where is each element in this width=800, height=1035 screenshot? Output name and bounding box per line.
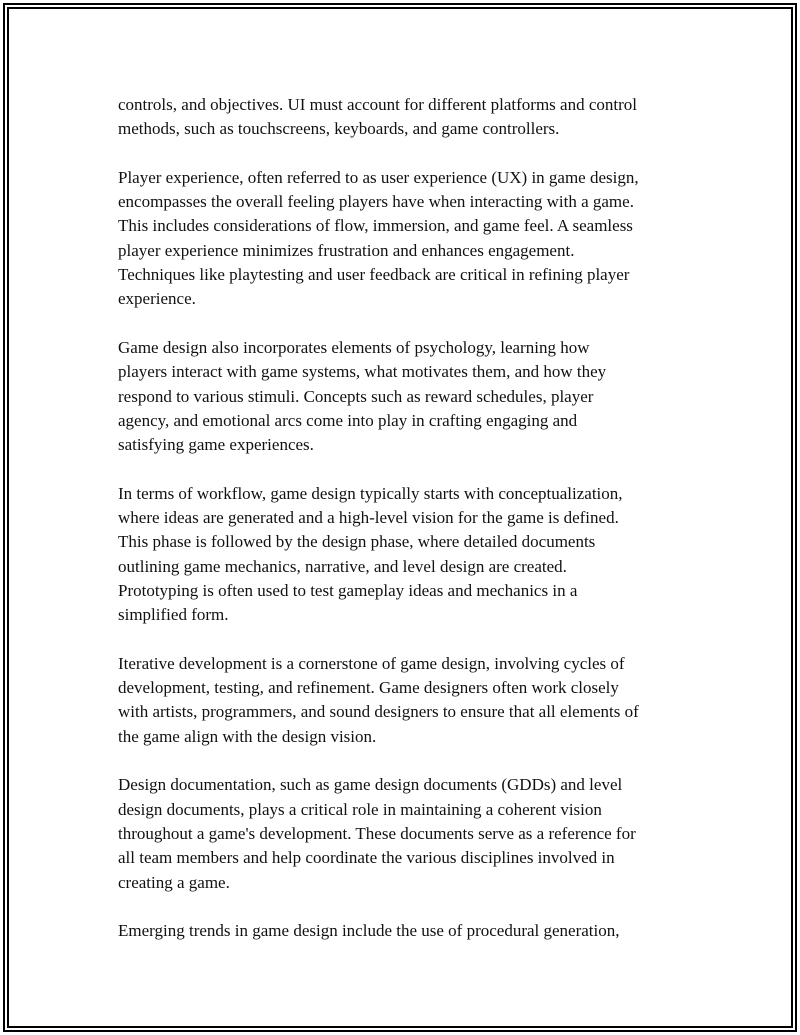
paragraph-2: Player experience, often referred to as user experience (UX) in game design, encompasses the overall feeling players have when interacting with a game. This includes considerations of flow, immersion, and game feel. A seamless player experience minimizes frustration and enhances engagement. Techniques like playtesting and user feedback are critical in refining player experience.	[118, 167, 639, 309]
paragraph-6: Design documentation, such as game design documents (GDDs) and level design documents, plays a critical role in maintaining a coherent vision throughout a game's development. These documents serve as a reference for all team members and help coordinate the various disciplines involved in creating a game.	[118, 775, 636, 892]
paragraph-7: Emerging trends in game design include the use of procedural generation,	[118, 921, 620, 941]
paragraph-3: Game design also incorporates elements of psychology, learning how players interact with game systems, what motivates them, and how they respond to various stimuli. Concepts such as reward schedules, player agency, and emotional arcs come into play in crafting engaging and satisfying game experiences.	[118, 337, 607, 455]
paragraph-5: Iterative development is a cornerstone of game design, involving cycles of development, testing, and refinement. Game designers often work closely with artists, programmers, and sound designers to ensure that all elements of the game align with the design vision.	[118, 653, 639, 746]
document-body	[118, 93, 690, 968]
paragraph-4: In terms of workflow, game design typically starts with conceptualization, where ideas are generated and a high-level vision for the game is defined. This phase is followed by the design phase, where detailed documents outlining game mechanics, narrative, and level design are created. Prototyping is often used to test gameplay ideas and mechanics in a simplified form.	[118, 483, 623, 625]
paragraph-1: controls, and objectives. UI must account for different platforms and control methods, such as touchscreens, keyboards, and game controllers.	[118, 95, 637, 139]
